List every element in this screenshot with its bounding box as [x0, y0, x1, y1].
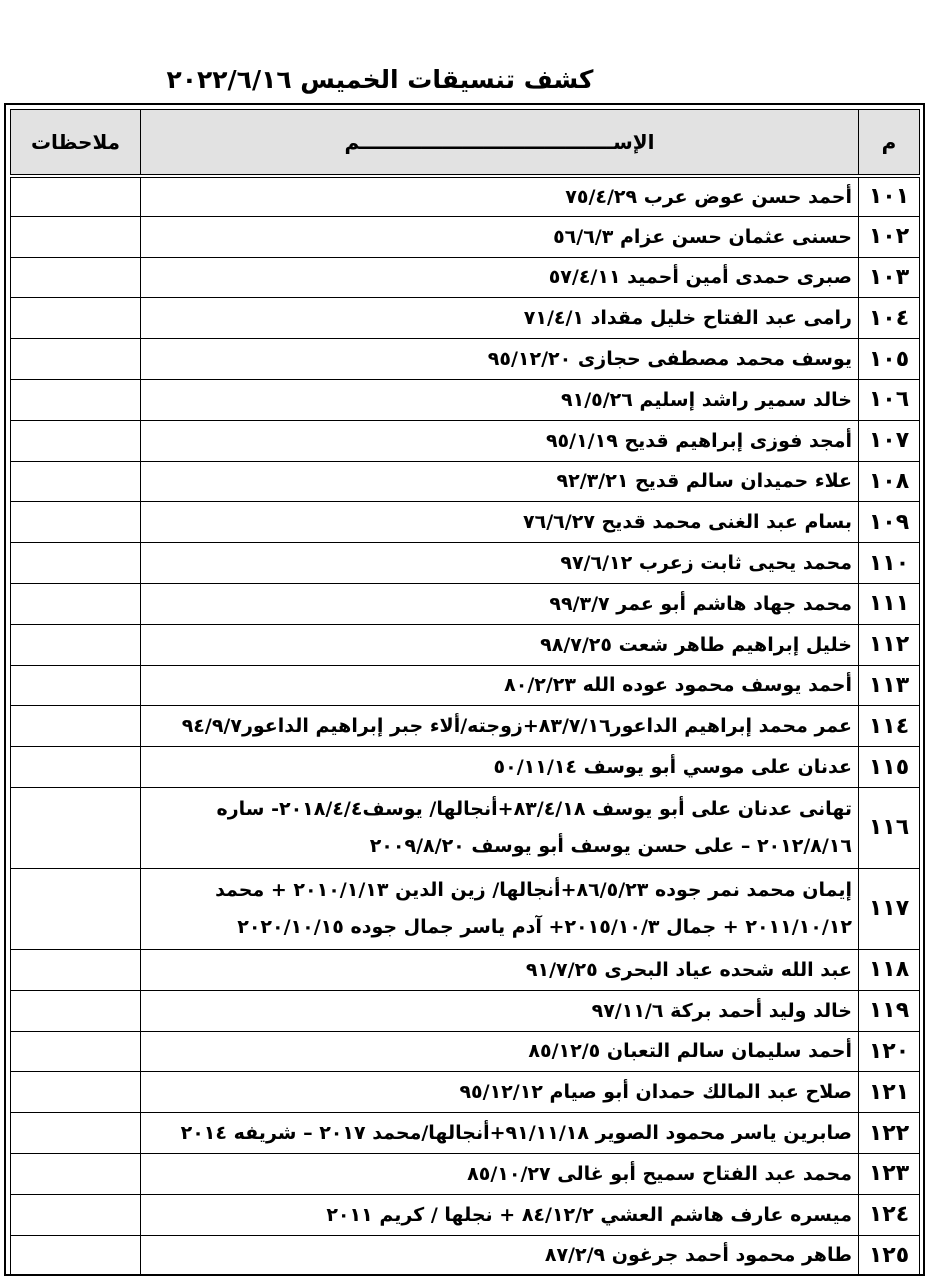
- table-row: [11, 665, 920, 706]
- row-name-cell: [141, 990, 859, 1031]
- row-notes: [11, 1194, 141, 1235]
- row-number: ١٢٤: [859, 1194, 920, 1235]
- row-notes: [11, 990, 141, 1031]
- row-name-cell: [141, 461, 859, 502]
- row-number: ١٠٤: [859, 298, 920, 339]
- row-number: ١١٩: [859, 990, 920, 1031]
- row-number: ١١١: [859, 583, 920, 624]
- table-row: [11, 379, 920, 420]
- row-number: ١٠٢: [859, 216, 920, 257]
- table-row: [11, 1031, 920, 1072]
- row-notes: [11, 868, 141, 949]
- table-row: [11, 706, 920, 747]
- row-name-cell: [141, 1153, 859, 1194]
- row-name: عبد الله شحده عياد البحرى ٩١/٧/٢٥: [525, 958, 852, 981]
- table-row: [11, 990, 920, 1031]
- row-notes: [11, 1153, 141, 1194]
- row-number: ١١٧: [859, 868, 920, 949]
- row-notes: [11, 747, 141, 788]
- row-name-continued: ٢٠١٢/٨/١٦ – على حسن يوسف أبو يوسف ٢٠٠٩/٨/٢٠: [369, 834, 852, 857]
- row-notes: [11, 1113, 141, 1154]
- row-name: عدنان على موسي أبو يوسف ٥٠/١١/١٤: [493, 756, 852, 779]
- column-header-name: الإســـــــــــــــــــــــــــــــــــــم: [141, 110, 859, 176]
- table-row: [11, 583, 920, 624]
- table-row: [11, 747, 920, 788]
- row-notes: [11, 543, 141, 584]
- row-name: علاء حميدان سالم قديح ٩٢/٣/٢١: [556, 470, 852, 493]
- table-row: [11, 949, 920, 990]
- row-number: ١٢٥: [859, 1235, 920, 1276]
- row-name: صلاح عبد المالك حمدان أبو صيام ٩٥/١٢/١٢: [459, 1081, 852, 1104]
- row-notes: [11, 176, 141, 217]
- roster-table: [10, 109, 920, 1276]
- row-number: ١١٦: [859, 787, 920, 868]
- row-number: ١٢٣: [859, 1153, 920, 1194]
- row-name: صابرين ياسر محمود الصوير ٩١/١١/١٨+أنجالها/محمد ٢٠١٧ – شريفه ٢٠١٤: [180, 1122, 852, 1145]
- document-title: كشف تنسيقات الخميس ٢٠٢٢/٦/١٦: [166, 65, 594, 94]
- table-row: [11, 1072, 920, 1113]
- row-notes: [11, 787, 141, 868]
- row-name-cell: [141, 1235, 859, 1276]
- row-name-continued: ٢٠١١/١٠/١٢ + جمال ٢٠١٥/١٠/٣+ آدم ياسر جمال جوده ٢٠٢٠/١٠/١٥: [237, 915, 852, 938]
- row-name: حسنى عثمان حسن عزام ٥٦/٦/٣: [553, 225, 852, 248]
- row-notes: [11, 461, 141, 502]
- row-name: تهانى عدنان على أبو يوسف ٨٣/٤/١٨+أنجالها/ يوسف٢٠١٨/٤/٤- ساره: [216, 797, 852, 820]
- row-name-cell: [141, 949, 859, 990]
- table-row: [11, 868, 920, 949]
- row-name-cell: [141, 1031, 859, 1072]
- row-notes: [11, 420, 141, 461]
- row-number: ١٠٧: [859, 420, 920, 461]
- row-name: بسام عبد الغنى محمد قديح ٧٦/٦/٢٧: [523, 511, 852, 534]
- row-name-cell: [141, 583, 859, 624]
- row-name-cell: [141, 665, 859, 706]
- row-number: ١٢٢: [859, 1113, 920, 1154]
- row-notes: [11, 379, 141, 420]
- row-name: محمد جهاد هاشم أبو عمر ٩٩/٣/٧: [549, 592, 852, 615]
- row-name-cell: [141, 1113, 859, 1154]
- row-notes: [11, 216, 141, 257]
- row-name: إيمان محمد نمر جوده ٨٦/٥/٢٣+أنجالها/ زين الدين ٢٠١٠/١/١٣ + محمد: [215, 878, 852, 901]
- table-row: [11, 1113, 920, 1154]
- row-name: طاهر محمود أحمد جرغون ٨٧/٢/٩: [544, 1244, 852, 1267]
- row-notes: [11, 298, 141, 339]
- row-name: أحمد حسن عوض عرب ٧٥/٤/٢٩: [565, 185, 852, 208]
- row-name: صبرى حمدى أمين أحميد ٥٧/٤/١١: [548, 266, 852, 289]
- table-row: [11, 176, 920, 217]
- column-header-notes: ملاحظات: [11, 110, 141, 176]
- row-notes: [11, 502, 141, 543]
- row-number: ١٠٣: [859, 257, 920, 298]
- row-notes: [11, 624, 141, 665]
- row-name: عمر محمد إبراهيم الداعور٨٣/٧/١٦+زوجته/ألاء جبر إبراهيم الداعور٩٤/٩/٧: [181, 715, 852, 738]
- table-row: [11, 339, 920, 380]
- row-number: ١١٢: [859, 624, 920, 665]
- row-name-cell: [141, 624, 859, 665]
- table-row: [11, 420, 920, 461]
- row-notes: [11, 1031, 141, 1072]
- row-notes: [11, 339, 141, 380]
- table-row: [11, 461, 920, 502]
- row-name-cell: [141, 868, 859, 949]
- row-name: رامى عبد الفتاح خليل مقداد ٧١/٤/١: [523, 307, 852, 330]
- row-name-cell: [141, 339, 859, 380]
- row-notes: [11, 1072, 141, 1113]
- header-row: [11, 110, 920, 176]
- row-number: ١٠٩: [859, 502, 920, 543]
- row-name-cell: [141, 706, 859, 747]
- row-name-cell: [141, 502, 859, 543]
- row-number: ١١٨: [859, 949, 920, 990]
- row-number: ١٠٥: [859, 339, 920, 380]
- row-name: خالد وليد أحمد بركة ٩٧/١١/٦: [591, 999, 852, 1022]
- row-notes: [11, 257, 141, 298]
- row-name-cell: [141, 176, 859, 217]
- table-row: [11, 502, 920, 543]
- roster-sheet: [4, 103, 925, 1276]
- row-notes: [11, 665, 141, 706]
- row-name-cell: [141, 379, 859, 420]
- column-header-number: م: [859, 110, 920, 176]
- row-notes: [11, 706, 141, 747]
- row-notes: [11, 949, 141, 990]
- table-row: [11, 1194, 920, 1235]
- row-name: محمد يحيى ثابت زعرب ٩٧/٦/١٢: [560, 552, 852, 575]
- table-row: [11, 624, 920, 665]
- row-number: ١١٥: [859, 747, 920, 788]
- table-row: [11, 257, 920, 298]
- row-name-cell: [141, 1072, 859, 1113]
- table-row: [11, 298, 920, 339]
- row-name: خليل إبراهيم طاهر شعت ٩٨/٧/٢٥: [540, 633, 852, 656]
- row-number: ١٠٦: [859, 379, 920, 420]
- row-name-cell: [141, 216, 859, 257]
- row-name: أحمد سليمان سالم التعبان ٨٥/١٢/٥: [528, 1040, 852, 1063]
- row-name: خالد سمير راشد إسليم ٩١/٥/٢٦: [561, 388, 852, 411]
- row-number: ١٢١: [859, 1072, 920, 1113]
- table-row: [11, 1235, 920, 1276]
- row-name-cell: [141, 747, 859, 788]
- row-name: أمجد فوزى إبراهيم قديح ٩٥/١/١٩: [545, 429, 852, 452]
- row-number: ١١٤: [859, 706, 920, 747]
- table-row: [11, 216, 920, 257]
- row-name-cell: [141, 420, 859, 461]
- row-number: ١١٠: [859, 543, 920, 584]
- table-row: [11, 787, 920, 868]
- table-row: [11, 543, 920, 584]
- row-notes: [11, 583, 141, 624]
- table-body: [11, 176, 920, 1276]
- row-number: ١٠١: [859, 176, 920, 217]
- row-number: ١٠٨: [859, 461, 920, 502]
- row-number: ١٢٠: [859, 1031, 920, 1072]
- row-name-cell: [141, 298, 859, 339]
- row-name: أحمد يوسف محمود عوده الله ٨٠/٢/٢٣: [504, 674, 852, 697]
- row-name: محمد عبد الفتاح سميح أبو غالى ٨٥/١٠/٢٧: [467, 1162, 852, 1185]
- table-row: [11, 1153, 920, 1194]
- row-name-cell: [141, 1194, 859, 1235]
- row-number: ١١٣: [859, 665, 920, 706]
- row-name-cell: [141, 787, 859, 868]
- row-name-cell: [141, 543, 859, 584]
- row-notes: [11, 1235, 141, 1276]
- row-name: ميسره عارف هاشم العشي ٨٤/١٢/٢ + نجلها / كريم ٢٠١١: [326, 1203, 852, 1226]
- row-name: يوسف محمد مصطفى حجازى ٩٥/١٢/٢٠: [487, 348, 852, 371]
- row-name-cell: [141, 257, 859, 298]
